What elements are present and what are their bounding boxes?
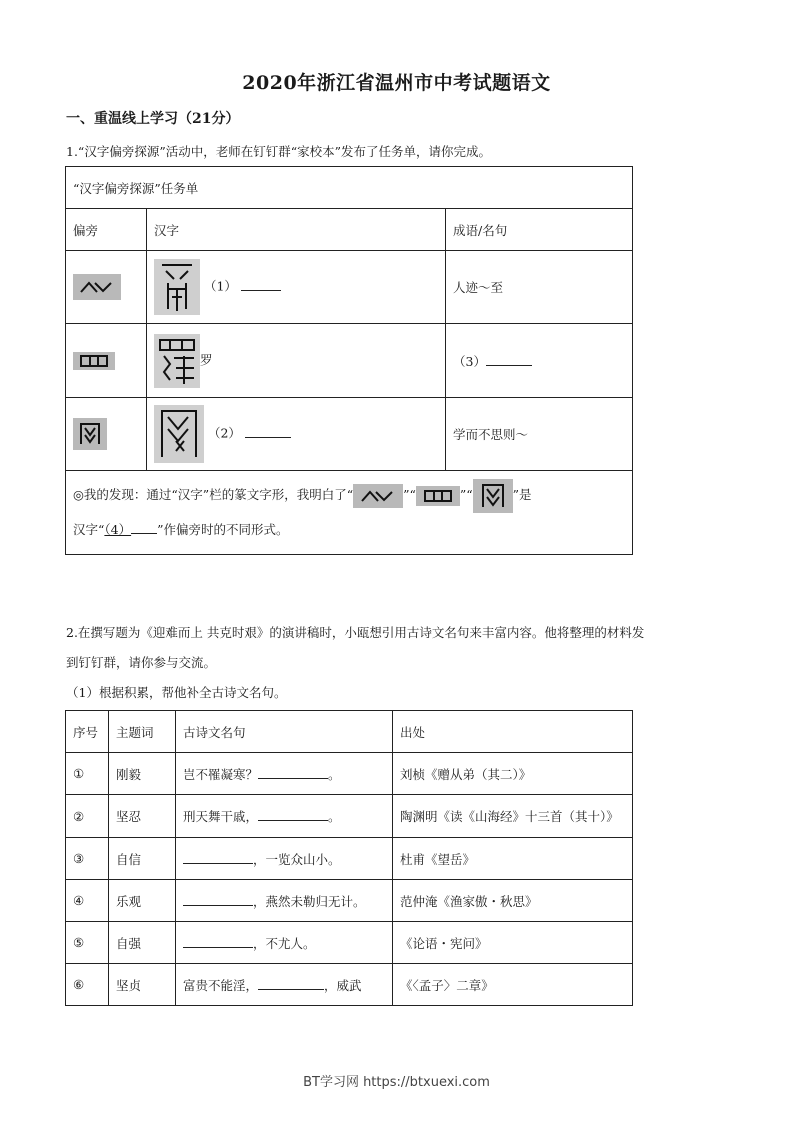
idiom-cell — [446, 324, 633, 398]
radical-cell — [66, 398, 147, 471]
verse-blank[interactable] — [183, 892, 253, 906]
verse-blank[interactable] — [183, 934, 253, 948]
blank-label-2: （2） — [207, 425, 241, 441]
discovery-cell — [66, 471, 633, 555]
question-1-prompt: 1.“汉字偏旁探源”活动中，老师在钉钉群“家校本”发布了任务单，请你完成。 — [66, 144, 491, 159]
radical-wang-net-icon — [473, 479, 513, 513]
footer-watermark: BT学习网 https://btxuexi.com — [303, 1075, 490, 1090]
header-character: 汉字 — [147, 209, 446, 251]
blank-label-1: （1） — [203, 278, 237, 294]
character-cell — [147, 324, 446, 398]
seal-script-luo-icon — [154, 334, 200, 388]
header-radical: 偏旁 — [66, 209, 147, 251]
radical-wang-net-icon — [73, 418, 107, 450]
answer-blank-4[interactable] — [131, 520, 157, 534]
table-row: ⑥ 坚贞 富贵不能淫， ，威武 《〈孟子〉二章》 — [66, 964, 633, 1006]
header-verse: 古诗文名句 — [176, 711, 393, 753]
verse-blank[interactable] — [258, 976, 324, 990]
quote-separator: ”“ — [403, 487, 416, 503]
idiom-cell: 人迹～至 — [446, 251, 633, 324]
discovery-text: ◎我的发现：通过“汉字”栏的篆文字形，我明白了“ — [73, 487, 354, 503]
table-row: ② 坚忍 刑天舞干戚， 。 陶渊明《读《山海经》十三首（其十）》 — [66, 795, 633, 838]
blank-label-4: （4） — [104, 521, 132, 537]
poetry-table — [65, 710, 633, 1006]
answer-blank-2[interactable] — [245, 424, 291, 438]
radical-xue-icon — [353, 484, 403, 508]
header-source: 出处 — [393, 711, 633, 753]
discovery-row — [66, 471, 633, 555]
table-row: ③ 自信 ，一览众山小。 杜甫《望岳》 — [66, 838, 633, 880]
radical-xue-icon — [73, 274, 121, 300]
table-row: ⑤ 自强 ，不尤人。 《论语・宪问》 — [66, 922, 633, 964]
answer-blank-3[interactable] — [486, 352, 532, 366]
character-cell — [147, 251, 446, 324]
character-cell — [147, 398, 446, 471]
discovery-text: ”作偏旁时的不同形式。 — [157, 521, 289, 537]
radical-wang-icon — [73, 352, 115, 370]
header-theme: 主题词 — [109, 711, 176, 753]
page-title: 2020年浙江省温州市中考试题语文 — [242, 72, 551, 94]
discovery-text: 汉字“ — [73, 521, 105, 537]
table-row: ④ 乐观 ，燕然未勒归无计。 范仲淹《渔家傲・秋思》 — [66, 880, 633, 922]
seal-script-wang-icon — [154, 405, 204, 463]
section-heading: 一、重温线上学习（21分） — [66, 111, 240, 127]
radical-cell — [66, 324, 147, 398]
header-no: 序号 — [66, 711, 109, 753]
character-label: 罗 — [200, 352, 213, 367]
table-row: ① 刚毅 岂不罹凝寒？ 。 刘桢《赠从弟（其二）》 — [66, 753, 633, 795]
answer-blank-1[interactable] — [241, 277, 281, 291]
question-2-prompt: 2.在撰写题为《迎难而上 共克时艰》的演讲稿时，小瓯想引用古诗文名句来丰富内容。他将整理的材料发 到钉钉群，请你参与交流。 （1）根据积累，帮他补全古诗文名句。 — [66, 618, 731, 708]
verse-blank[interactable] — [183, 850, 253, 864]
table-row — [66, 251, 633, 324]
sub-question-1: （1）根据积累，帮他补全古诗文名句。 — [66, 685, 287, 700]
seal-script-jue-icon — [154, 259, 200, 315]
discovery-text-end: ”是 — [512, 487, 532, 503]
table-row — [66, 398, 633, 471]
radical-wang-icon — [416, 486, 460, 506]
verse-blank[interactable] — [258, 807, 328, 821]
verse-blank[interactable] — [258, 765, 328, 779]
radical-task-table — [65, 166, 633, 555]
table-row — [66, 324, 633, 398]
idiom-cell: 学而不思则～ — [446, 398, 633, 471]
radical-cell — [66, 251, 147, 324]
blank-label-3: （3） — [453, 353, 486, 369]
header-idiom: 成语/名句 — [446, 209, 633, 251]
table-caption: “汉字偏旁探源”任务单 — [66, 167, 633, 209]
quote-separator: ”“ — [459, 487, 473, 503]
